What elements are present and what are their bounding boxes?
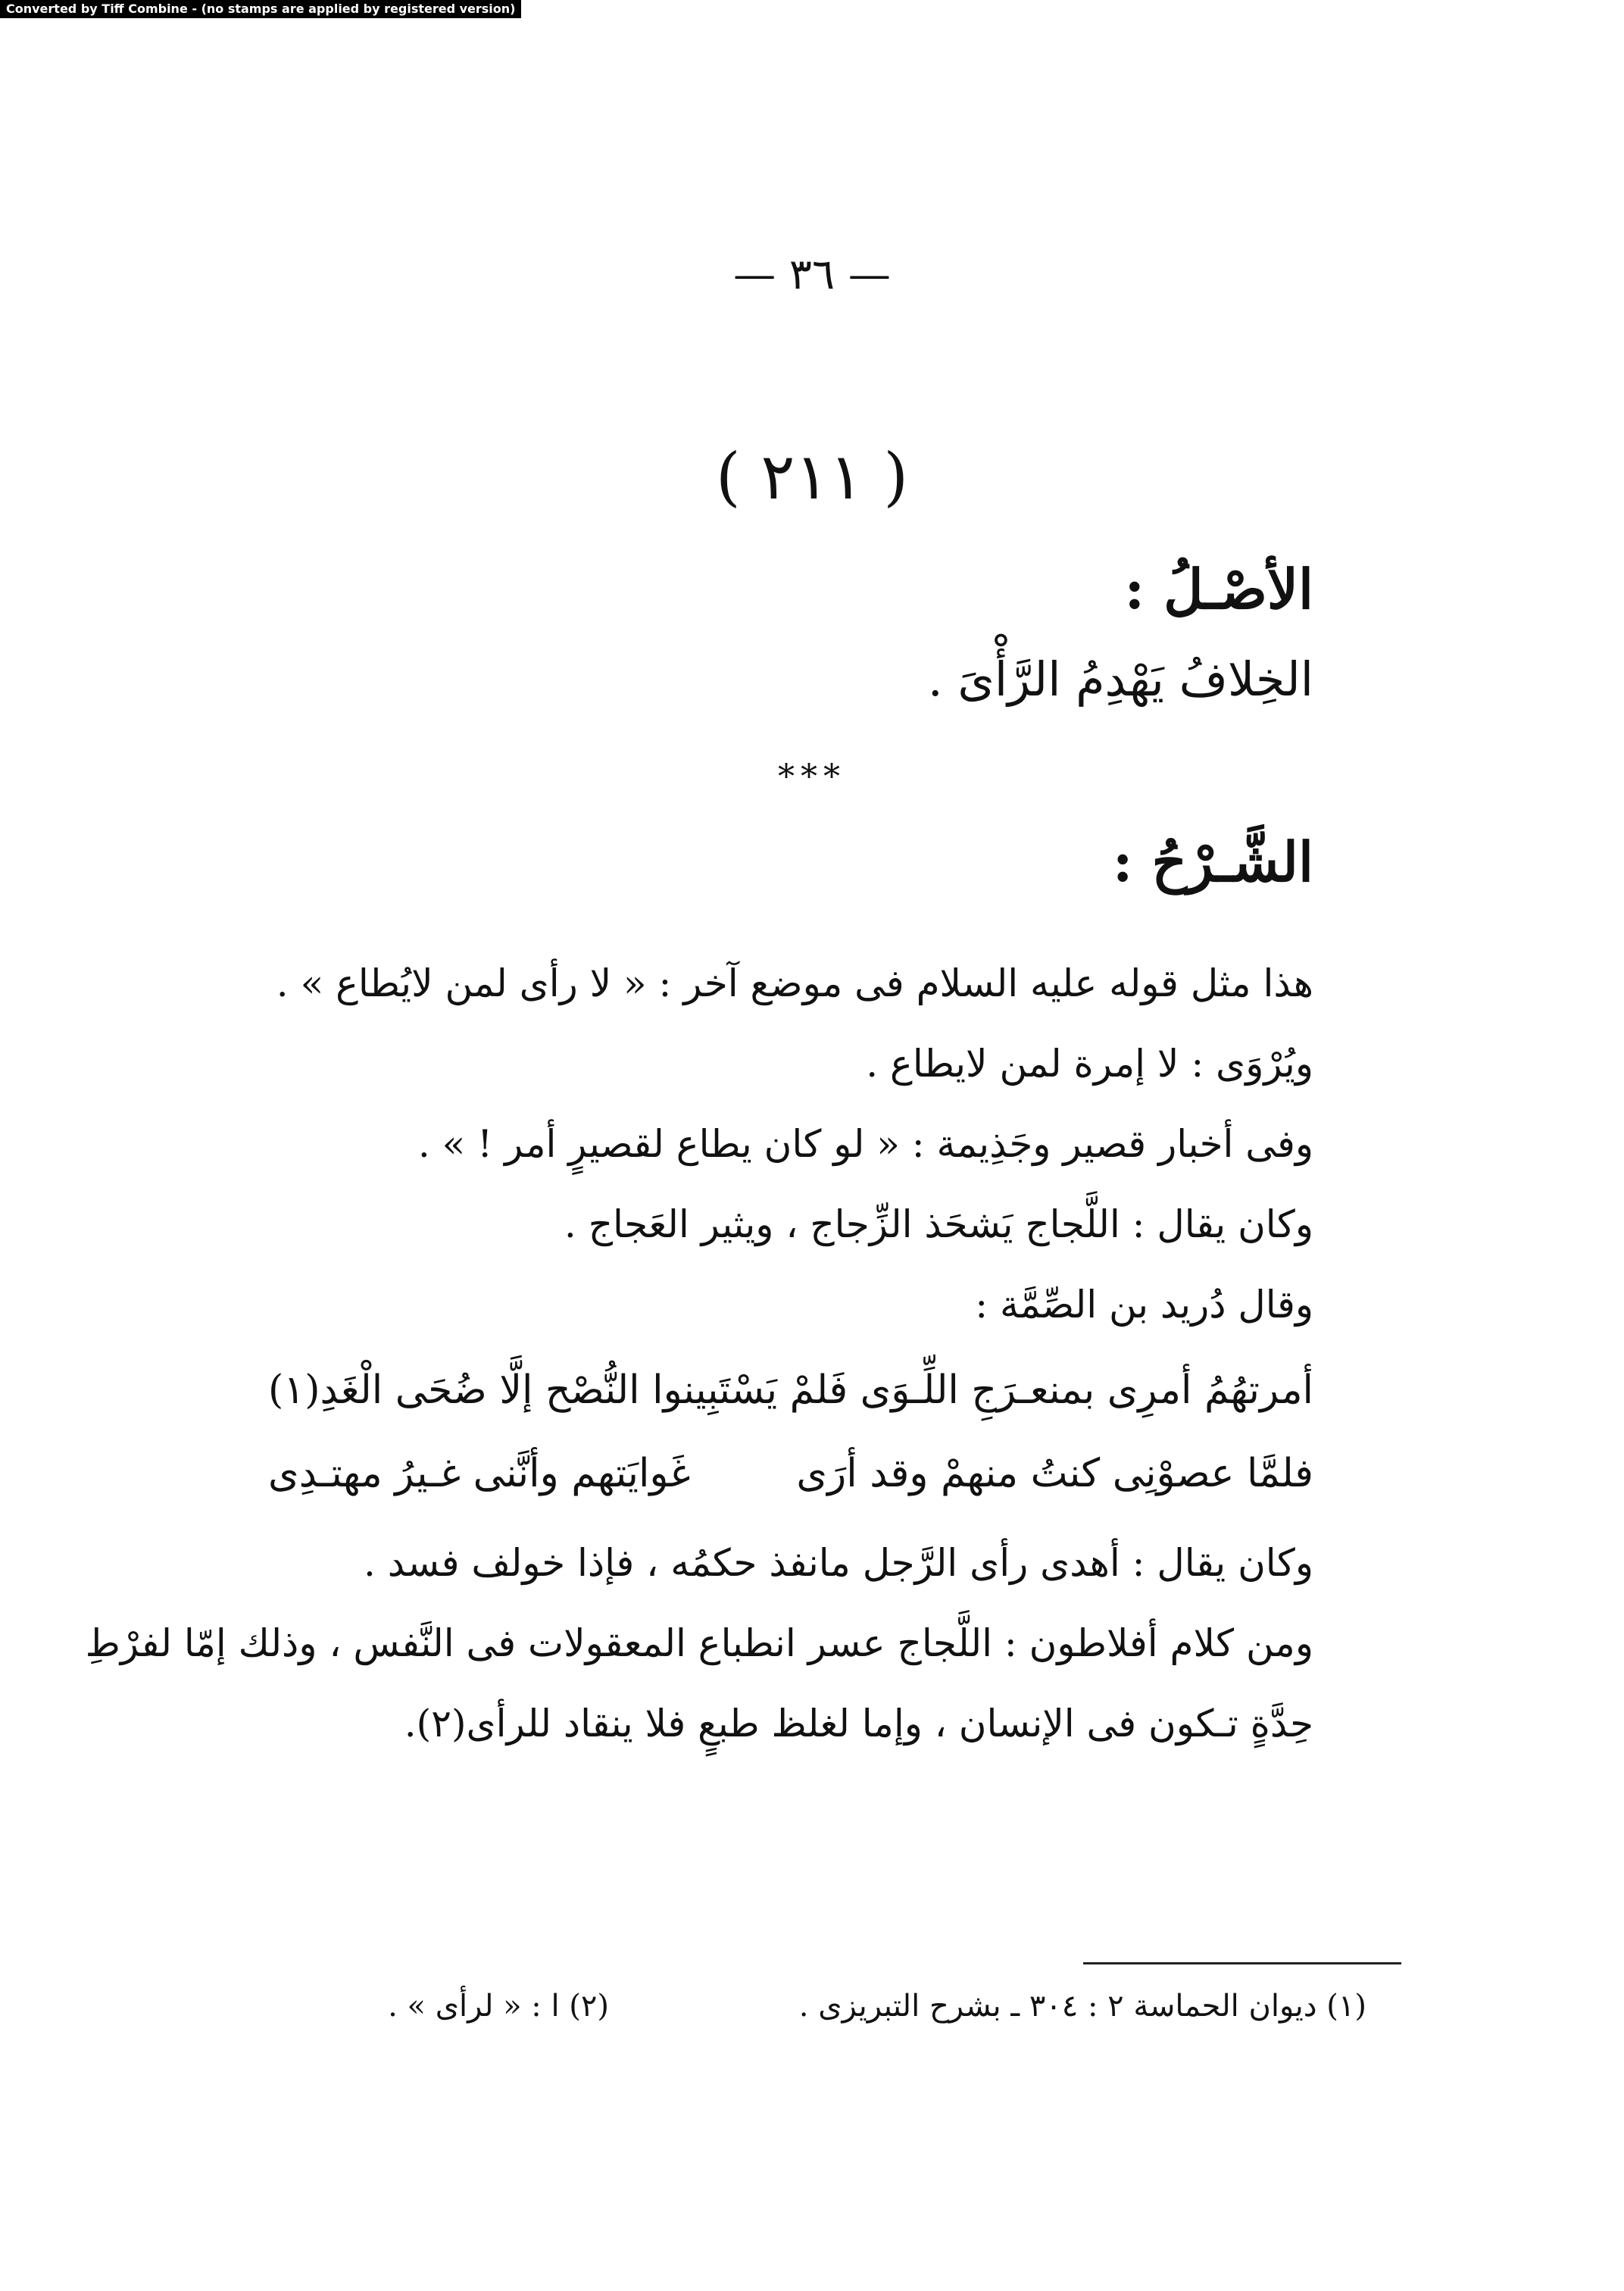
body-line: وقال دُريد بن الصِّمَّة : [975,1283,1313,1327]
body-line: وفى أخبار قصير وجَذِيمة : « لو كان يطاع لقصيرٍ أمر ! » . [417,1122,1313,1166]
verse-hemistich-first: أمرتهُمُ أمرِى بمنعـرَجِ اللِّـوَى [860,1367,1313,1413]
page-number: — ٣٦ — [733,250,891,299]
body-line: وكان يقال : أهدى رأى الرَّجل مانفذ حكمُه ، فإذا خولف فسد . [363,1541,1313,1585]
body-line: وكان يقال : اللَّجاج يَشحَذ الزِّجاج ، ويثير العَجاج . [564,1202,1313,1246]
commentary-body [177,943,1313,1345]
verse-hemistich-second: فَلمْ يَسْتَبِينوا النُّصْح إلَّا ضُحَى الْغَدِ(١) [268,1367,848,1413]
sharh-heading: الشَّـرْحُ : [1112,830,1313,894]
verse-row [268,1432,1313,1515]
converter-banner: Converted by Tiff Combine - (no stamps are applied by registered version) [0,0,521,18]
section-number: ( ٢١١ ) [715,439,909,514]
asl-heading: الأصْـلُ : [1124,557,1313,621]
footnote-1: (١) ديوان الحماسة ٢ : ٣٠٤ ـ بشرح التبريزى . [798,1989,1366,2024]
body-line: هذا مثل قوله عليه السلام فى موضع آخر : « لا رأى لمن لايُطاع » . [276,961,1313,1005]
body-line: حِدَّةٍ تـكون فى الإنسان ، وإما لغلظ طبعٍ فلا ينقاد للرأى(٢). [404,1702,1313,1746]
verse-hemistich-first: فلمَّا عصوْنِى كنتُ منهمْ وقد أرَى [796,1451,1313,1496]
body-line: ويُرْوَى : لا إمرة لمن لايطاع . [866,1042,1313,1086]
footnote-2: (٢) ا : « لرأى » . [388,1989,609,2024]
verse-row [268,1349,1313,1432]
footnote-rule [1083,1962,1401,1964]
body-line: ومن كلام أفلاطون : اللَّجاج عسر انطباع المعقولات فى النَّفس ، وذلك إمّا لفرْطِ [85,1621,1313,1665]
separator-stars: *** [778,758,846,796]
poem-verses [268,1349,1313,1515]
verse-hemistich-second: غَوايَتهم وأنَّنى غـيرُ مهتـدِى [268,1451,691,1496]
aphorism-text: الخِلافُ يَهْدِمُ الرَّأْىَ . [927,652,1313,707]
commentary-continued [85,1523,1313,1764]
